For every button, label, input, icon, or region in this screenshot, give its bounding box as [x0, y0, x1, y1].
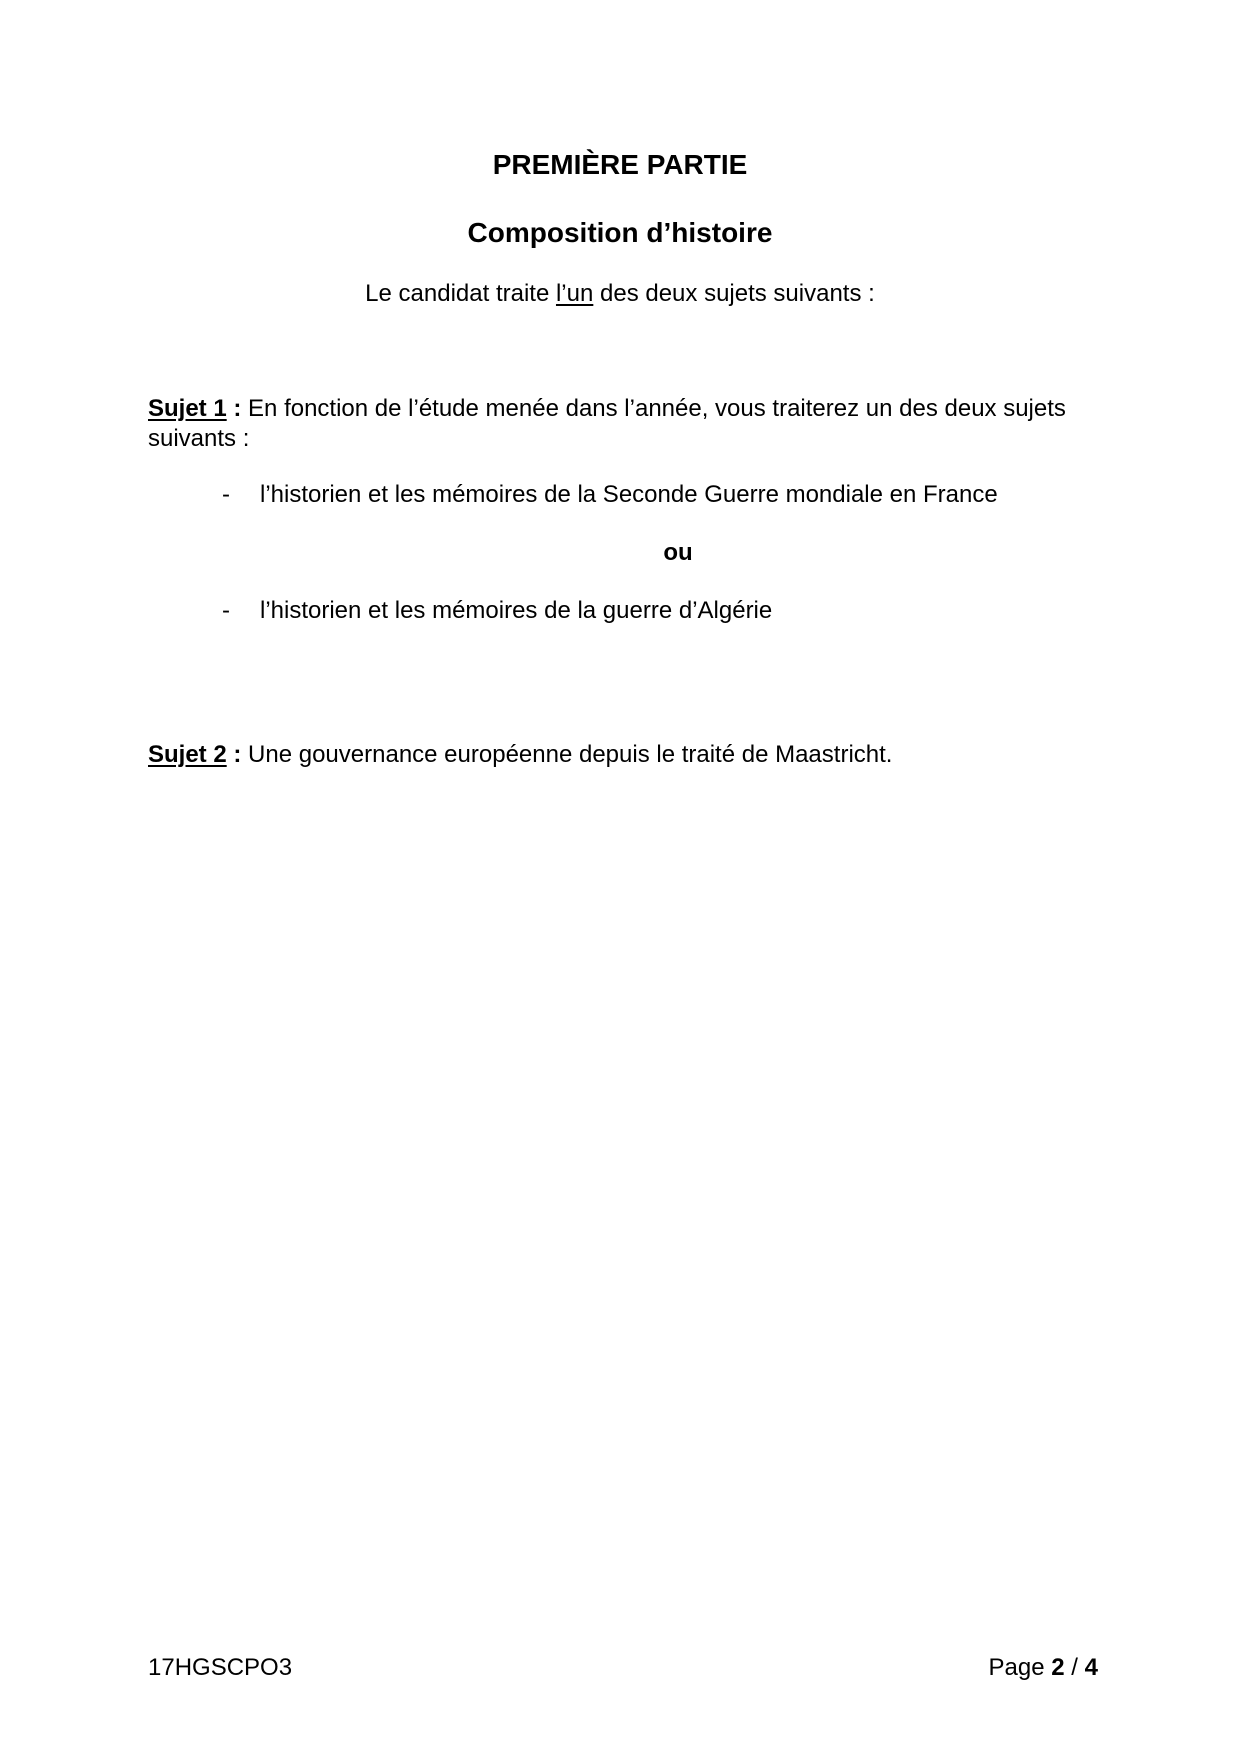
subject-1-option-2: [222, 596, 1102, 626]
intro-underlined: l’un: [555, 280, 594, 307]
subject-2: [148, 740, 1088, 770]
intro-text-before: Le candidat traite: [365, 280, 556, 307]
subject-2-text: Une gouvernance européenne depuis le traité de Maastricht.: [241, 741, 893, 768]
dash-bullet: -: [222, 597, 230, 624]
subject-2-label: Sujet 2: [148, 741, 227, 768]
page-separator: /: [1064, 1654, 1085, 1681]
dash-bullet: -: [222, 481, 230, 508]
part-title: PREMIÈRE PARTIE: [492, 149, 748, 180]
option-text: l’historien et les mémoires de la Seconde Guerre mondiale en France: [260, 481, 998, 508]
subject-1: [148, 394, 1088, 454]
page-total: 4: [1084, 1654, 1098, 1681]
subject-1-label: Sujet 1: [148, 395, 227, 422]
footer-exam-code: 17HGSCPO3: [148, 1654, 293, 1681]
options-separator: ou: [663, 539, 693, 566]
page-prefix: Page: [988, 1654, 1052, 1681]
subject-2-colon: :: [226, 741, 242, 768]
subject-1-colon: :: [226, 395, 242, 422]
option-text: l’historien et les mémoires de la guerre d’Algérie: [260, 597, 773, 624]
footer-page-number: [989, 1653, 1098, 1683]
section-title: Composition d’histoire: [467, 217, 773, 248]
page-current: 2: [1051, 1654, 1065, 1681]
subject-1-text: En fonction de l’étude menée dans l’année, vous traiterez un des deux sujets suivants :: [148, 395, 1066, 452]
subject-1-option-1: [222, 480, 1102, 510]
intro-instruction: [0, 279, 1240, 309]
intro-text-after: des deux sujets suivants :: [593, 280, 875, 307]
